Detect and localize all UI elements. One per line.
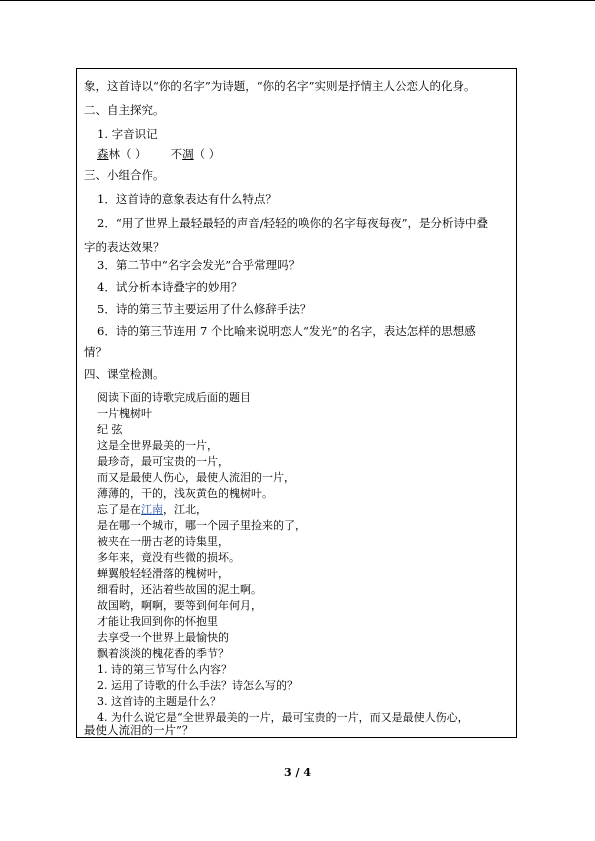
text-line: 象，这首诗以“你的名字”为诗题，“你的名字”实则是抒情主人公恋人的化身。 (84, 79, 476, 93)
section-heading: 二、自主探究。 (84, 103, 165, 117)
text-line: 4．试分析本诗叠字的妙用？ (97, 280, 243, 294)
poem-line: 飘着淡淡的槐花香的季节？ (97, 647, 229, 660)
text-line: 6．诗的第三节连用 7 个比喻来说明恋人“发光”的名字，表达怎样的思想感 (97, 324, 476, 338)
poem-line: 多年来，竟没有些微的损坏。 (97, 551, 240, 564)
text-line: 2．“用了世界上最轻最轻的声音/轻轻的唤你的名字每夜每夜”，是分析诗中叠 (97, 216, 488, 230)
page-number: 3 / 4 (284, 766, 311, 779)
poem-title: 一片槐树叶 (97, 407, 152, 420)
pinyin-blank: 林（ ） (108, 147, 147, 161)
question-line: 3. 这首诗的主题是什么？ (97, 695, 221, 708)
pinyin-word: 不 (170, 147, 183, 161)
section-heading: 三、小组合作。 (84, 168, 165, 182)
poem-line: 蝉翼般轻轻滑落的槐树叶， (97, 567, 229, 580)
poem-line: 薄薄的，干的，浅灰黄色的槐树叶。 (97, 487, 273, 500)
top-rule (0, 0, 595, 1)
poem-line: 这是全世界最美的一片， (97, 439, 218, 452)
question-line: 4. 为什么说它是“全世界最美的一片，最可宝贵的一片，而又是最使人伤心， (97, 711, 469, 724)
text-line: 5．诗的第三节主要运用了什么修辞手法？ (97, 302, 312, 316)
poem-line: 去享受一个世界上最愉快的 (97, 631, 229, 644)
poem-text: ，江北， (163, 503, 207, 516)
poem-line: 细看时，还沾着些故国的泥土啊。 (97, 583, 262, 596)
text-line: 1. 字音识记 (97, 127, 158, 141)
text-line: 情？ (84, 345, 107, 359)
text-line: 3．第二节中“名字会发光”合乎常理吗？ (97, 258, 301, 272)
text-line: 字的表达效果？ (84, 240, 165, 254)
pinyin-word: 凋 (182, 147, 194, 161)
question-line: 最使人流泪的一片”？ (84, 723, 194, 737)
poem-line: 故国哟，啊啊，要等到何年何月， (97, 599, 262, 612)
poem-line: 才能让我回到你的怀抱里 (97, 615, 218, 628)
section-heading: 四、课堂检测。 (84, 367, 165, 381)
poem-line (97, 502, 527, 517)
poem-text: 忘了是在 (97, 503, 141, 516)
text-line: 1．这首诗的意象表达有什么特点？ (97, 192, 277, 206)
question-line: 2. 运用了诗歌的什么手法？诗怎么写的？ (97, 679, 298, 692)
poem-line: 阅读下面的诗歌完成后面的题目 (97, 391, 251, 404)
poem-author: 纪 弦 (97, 423, 123, 436)
poem-line: 最珍奇，最可宝贵的一片， (97, 455, 229, 468)
poem-line: 而又是最使人伤心，最使人流泪的一片， (97, 471, 295, 484)
pinyin-word: 森 (97, 147, 109, 161)
question-line: 1. 诗的第三节写什么内容？ (97, 663, 232, 676)
poem-line: 是在哪一个城市，哪一个园子里捡来的了， (97, 519, 306, 532)
pinyin-blank: （ ） (193, 147, 221, 161)
poem-line: 被夹在一册古老的诗集里， (97, 535, 229, 548)
jiangnan-link[interactable]: 江南 (141, 503, 163, 516)
pinyin-line (97, 147, 527, 162)
